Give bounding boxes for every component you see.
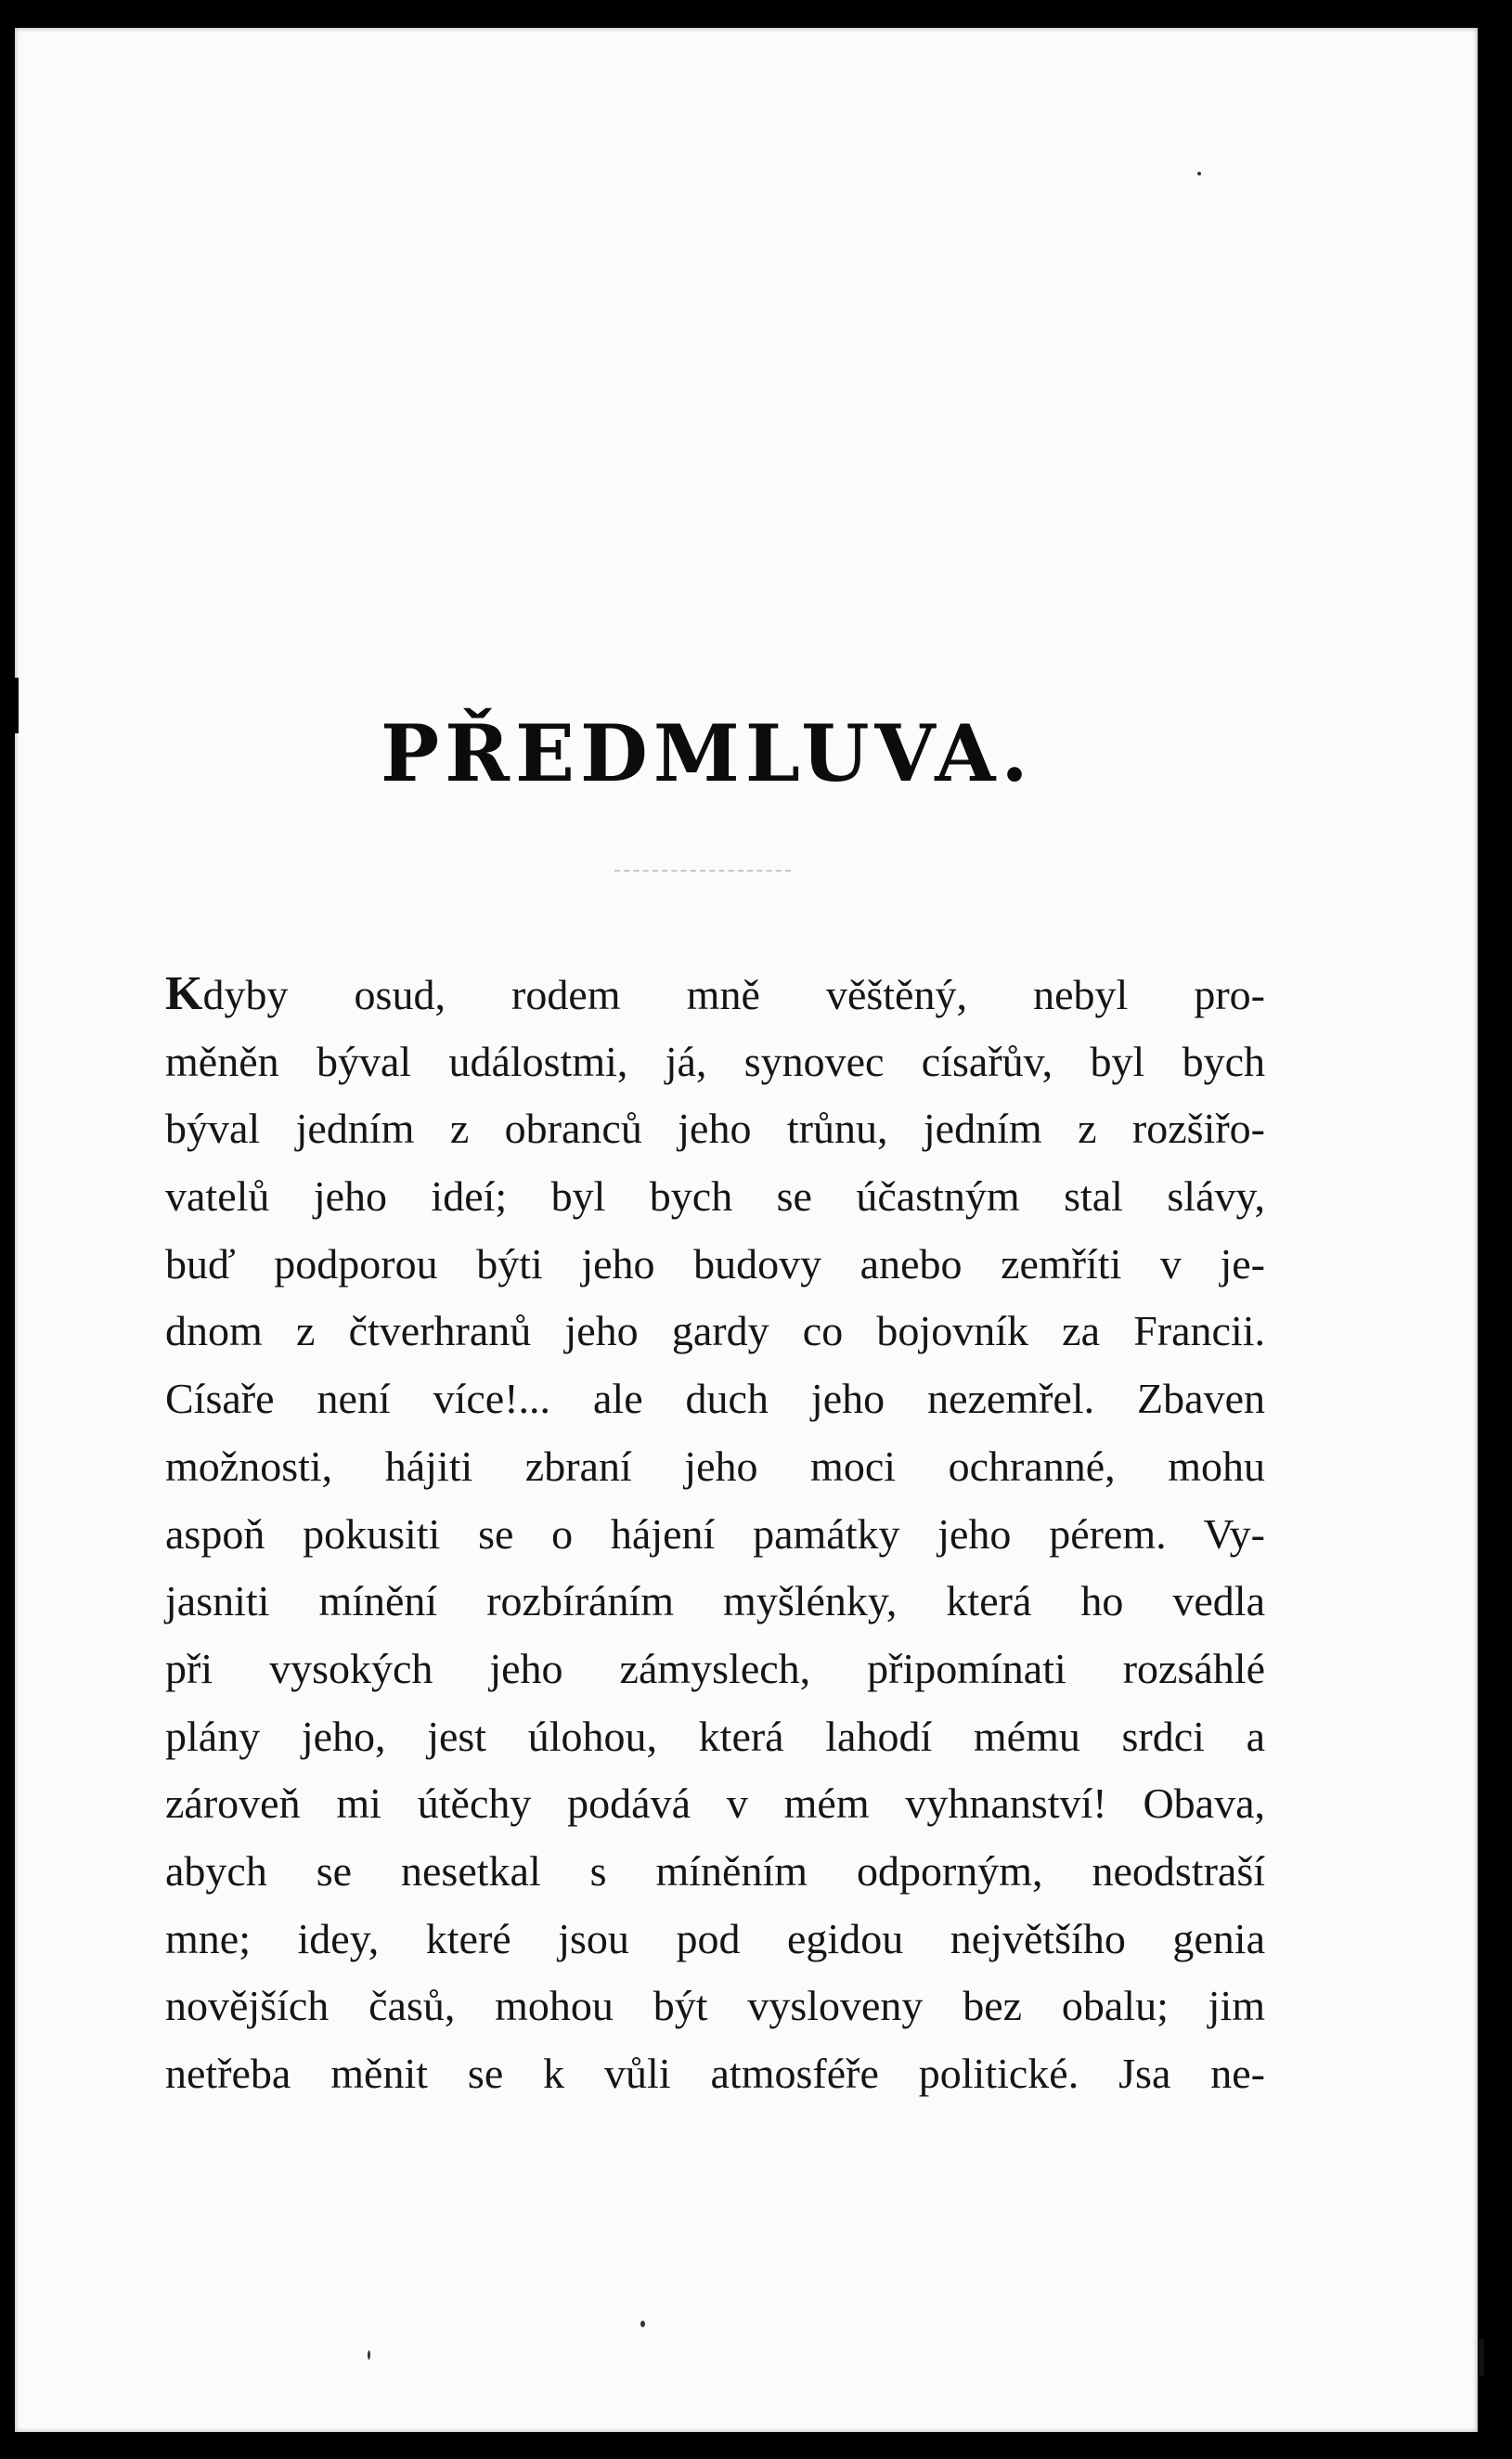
- title-separator-rule: [614, 870, 791, 872]
- text-line-14: abych se nesetkal s míněním odporným, neodstraší: [165, 1846, 1265, 1895]
- text-line-3: býval jedním z obranců jeho trůnu, jedním z rozšiřo-: [165, 1105, 1265, 1153]
- drop-letter: K: [165, 967, 203, 1020]
- text-line-16: novějších časů, mohou být vysloveny bez obalu; jim: [165, 1982, 1265, 2030]
- text-line-17: netřeba měnit se k vůli atmosféře politické. Jsa ne-: [165, 2050, 1265, 2097]
- scan-speck: [368, 2350, 370, 2360]
- text-line-12: plány jeho, jest úlohou, která lahodí mému srdci a: [165, 1712, 1265, 1760]
- text-line-10: jasniti mínění rozbíráním myšlénky, která ho vedla: [165, 1577, 1265, 1625]
- text-line-11: při vysokých jeho zámyslech, připomínati rozsáhlé: [165, 1644, 1265, 1692]
- text-line-5: buď podporou býti jeho budovy anebo zemříti v je-: [165, 1239, 1265, 1288]
- text-line-6: dnom z čtverhranů jeho gardy co bojovník za Francii.: [165, 1307, 1265, 1355]
- text-line-13: zároveň mi útěchy podává v mém vyhnanství! Obava,: [165, 1780, 1265, 1828]
- preface-paragraph: [165, 961, 1265, 2108]
- text-line-1: [165, 961, 1265, 1029]
- text-line-8: možnosti, hájiti zbraní jeho moci ochranné, mohu: [165, 1442, 1265, 1490]
- text-line-2: měněn býval událostmi, já, synovec císařův, byl bych: [165, 1037, 1265, 1085]
- text-line-15: mne; idey, které jsou pod egidou největšího genia: [165, 1914, 1265, 1962]
- text-line-9: aspoň pokusiti se o hájení památky jeho pérem. Vy-: [165, 1509, 1265, 1558]
- first-line-rest: dyby osud, rodem mně věštěný, nebyl pro-: [202, 971, 1265, 1018]
- page-edge-mark: [13, 678, 19, 733]
- scan-speck: [1197, 172, 1201, 175]
- text-line-7: Císaře není více!... ale duch jeho nezemřel. Zbaven: [165, 1375, 1265, 1423]
- page-edge-mark-right: [1479, 2339, 1484, 2376]
- text-line-4: vatelů jeho ideí; byl bych se účastným stal slávy,: [165, 1172, 1265, 1221]
- page-title: PŘEDMLUVA.: [381, 707, 1034, 799]
- scan-speck: [640, 2321, 645, 2327]
